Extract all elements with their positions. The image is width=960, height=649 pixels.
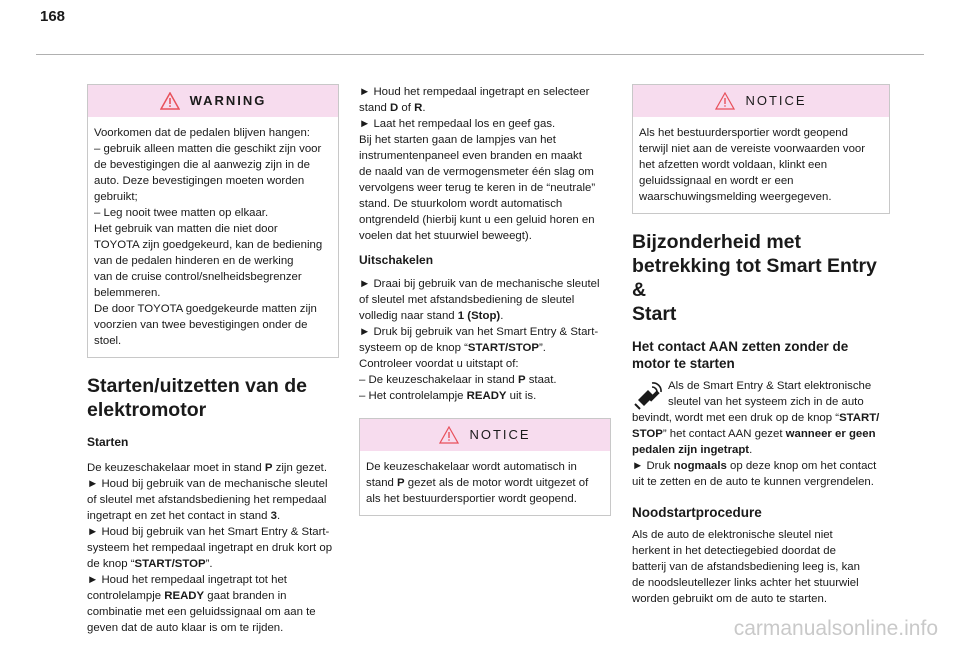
body-line: batterij van de afstandsbediening leeg is, kan [632, 561, 860, 573]
body-line: ► Houd bij gebruik van de mechanische sleutel [87, 478, 328, 490]
subheading-line: motor te starten [632, 356, 735, 371]
section-heading-line: Start [632, 303, 677, 325]
body-line: – De keuzeschakelaar in stand P staat. [359, 374, 557, 386]
subheading-line: Het contact AAN zetten zonder de [632, 339, 849, 354]
subheading-uitschakelen: Uitschakelen [359, 253, 434, 267]
body-line: ► Druk bij gebruik van het Smart Entry & Start- [359, 326, 599, 338]
notice-box-1 [359, 418, 611, 516]
body-line: ontgrendeld (hierbij kunt u een geluid horen en [359, 214, 595, 226]
notice-line: terwijl niet aan de vereiste voorwaarden voor [639, 143, 866, 155]
noodstart-body [632, 527, 890, 607]
body-line: worden gebruikt om de auto te starten. [632, 593, 828, 605]
warning-line: voorzien van twee bevestigingen onder de [94, 319, 308, 331]
body-line: STOP” het contact AAN gezet wanneer er geen [632, 428, 876, 440]
column-2 [359, 84, 611, 516]
body-line: systeem het rempedaal ingetrapt en druk kort op [87, 542, 333, 554]
body-line: Bij het starten gaan de lampjes van het [359, 134, 556, 146]
section-heading-line: Starten/uitzetten van de [87, 375, 307, 397]
body-line: Als de auto de elektronische sleutel niet [632, 529, 833, 541]
body-line: instrumentenpaneel even branden en maakt [359, 150, 582, 162]
notice-triangle-icon [439, 426, 459, 444]
warning-line: – gebruik alleen matten die geschikt zijn voor [94, 143, 322, 155]
notice-title: NOTICE [469, 427, 531, 442]
body-line: stand D of R. [359, 102, 426, 114]
body-line: geven dat de auto klaar is om te rijden. [87, 622, 284, 634]
notice-line: waarschuwingsmelding weergegeven. [639, 191, 832, 203]
warning-triangle-icon [160, 92, 180, 110]
warning-line: stoel. [94, 335, 122, 347]
notice-line: het afzetten wordt voldaan, klinkt een [639, 159, 828, 171]
notice-line: Als het bestuurdersportier wordt geopend [639, 127, 848, 139]
section-heading [632, 230, 890, 326]
notice-title: NOTICE [745, 93, 807, 108]
body-line: ► Druk nogmaals op deze knop om het contact [632, 460, 877, 472]
body-line: voelen dat het stuurwiel beweegt). [359, 230, 532, 242]
body-line: de naald van de vermogensmeter één slag om [359, 166, 594, 178]
warning-line: TOYOTA zijn goedgekeurd, kan de bediening [94, 239, 323, 251]
body-line: Controleer voordat u uitstapt of: [359, 358, 519, 370]
notice-line: stand P gezet als de motor wordt uitgezet of [366, 477, 589, 489]
body-line: herkent in het detectiegebied doordat de [632, 545, 836, 557]
notice-line: De keuzeschakelaar wordt automatisch in [366, 461, 577, 473]
warning-line: gebruikt; [94, 191, 138, 203]
body-line: ► Houd bij gebruik van het Smart Entry & Start- [87, 526, 330, 538]
body-line: – Het controlelampje READY uit is. [359, 390, 537, 402]
body-line: vervolgens weer terug te keren in de “neutrale” [359, 182, 596, 194]
body-line: combinatie met een geluidssignaal om aan te [87, 606, 316, 618]
body-line: uit te zetten en de auto te kunnen vergrendelen. [632, 476, 874, 488]
body-line: systeem op de knop “START/STOP”. [359, 342, 546, 354]
warning-box [87, 84, 339, 358]
notice-line: geluidssignaal en wordt er een [639, 175, 794, 187]
body-line: Als de Smart Entry & Start elektronische [668, 380, 872, 392]
warning-line: belemmeren. [94, 287, 161, 299]
body-line: stand. De stuurkolom wordt automatisch [359, 198, 563, 210]
subheading-noodstart: Noodstartprocedure [632, 505, 762, 520]
notice-header [360, 419, 610, 451]
column-1 [87, 84, 339, 636]
section-heading-line: betrekking tot Smart Entry & [632, 255, 877, 301]
warning-line: van de cruise control/snelheidsbegrenzer [94, 271, 302, 283]
section-heading-line: Bijzonderheid met [632, 231, 802, 253]
body-line: ► Houd het rempedaal ingetrapt en selecteer [359, 86, 590, 98]
body-line: bevindt, wordt met een druk op de knop “START/ [632, 412, 880, 424]
warning-line: Het gebruik van matten die niet door [94, 223, 278, 235]
notice-header [633, 85, 889, 117]
page-number: 168 [40, 8, 66, 25]
uitschakelen-body [359, 276, 611, 404]
body-line: of sleutel met afstandsbediening het rempedaal [87, 494, 327, 506]
warning-title: WARNING [189, 93, 267, 108]
starten-body [87, 460, 339, 636]
body-line: de knop “START/STOP”. [87, 558, 213, 570]
body-line: controlelampje READY gaat branden in [87, 590, 287, 602]
body-line: ► Houd het rempedaal ingetrapt tot het [87, 574, 287, 586]
column-3 [632, 84, 890, 607]
section-heading-line: elektromotor [87, 399, 207, 421]
body-line: ingetrapt en zet het contact in stand 3. [87, 510, 281, 522]
notice-body [633, 117, 889, 213]
body-line: of sleutel met afstandsbediening de sleutel [359, 294, 575, 306]
warning-line: De door TOYOTA goedgekeurde matten zijn [94, 303, 317, 315]
section-heading [87, 374, 339, 422]
watermark: carmanualsonline.info [733, 617, 938, 640]
notice-body [360, 451, 610, 515]
body-line: ► Draai bij gebruik van de mechanische sleutel [359, 278, 600, 290]
body-line: sleutel van het systeem zich in de auto [668, 396, 864, 408]
warning-line: Voorkomen dat de pedalen blijven hangen: [94, 127, 310, 139]
warning-line: van de pedalen hinderen en de werking [94, 255, 294, 267]
warning-line: auto. Deze bevestigingen moeten worden [94, 175, 305, 187]
notice-triangle-icon [715, 92, 735, 110]
start-continued [359, 84, 611, 244]
warning-body [88, 117, 338, 357]
warning-header [88, 85, 338, 117]
notice-line: als het bestuurdersportier wordt geopend. [366, 493, 577, 505]
contact-aan-body [632, 378, 890, 490]
smart-key-icon [632, 380, 664, 410]
subheading-starten: Starten [87, 435, 129, 449]
body-line: de noodsleutellezer links achter het stuurwiel [632, 577, 859, 589]
body-line: ► Laat het rempedaal los en geef gas. [359, 118, 556, 130]
body-line: De keuzeschakelaar moet in stand P zijn gezet. [87, 462, 327, 474]
body-line: pedalen zijn ingetrapt. [632, 444, 753, 456]
header-divider [36, 54, 924, 55]
body-line: volledig naar stand 1 (Stop). [359, 310, 504, 322]
warning-line: de bevestigingen die al aanwezig zijn in de [94, 159, 310, 171]
notice-box-2 [632, 84, 890, 214]
subheading-contact-aan [632, 338, 890, 372]
warning-line: – Leg nooit twee matten op elkaar. [94, 207, 269, 219]
